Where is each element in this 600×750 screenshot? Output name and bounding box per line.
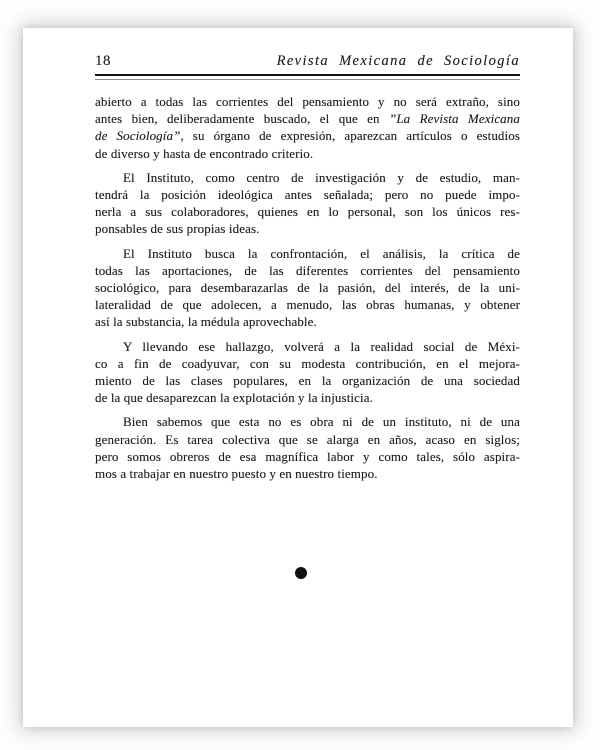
text-line <box>95 389 520 406</box>
text-line <box>95 313 520 330</box>
paragraph <box>95 169 520 238</box>
text-line <box>95 145 520 162</box>
text-line <box>95 431 520 448</box>
page-number: 18 <box>95 53 111 69</box>
paragraph <box>95 245 520 331</box>
end-mark-dot <box>295 567 307 579</box>
text-line <box>95 220 520 237</box>
text-segment: miento de las clases populares, en la organización de una sociedad <box>95 373 520 389</box>
text-segment: lateralidad de que adolecen, a menudo, las obras humanas, y obtener <box>95 297 520 313</box>
text-line <box>95 448 520 465</box>
italic-text-segment: ”La Revista Mexicana <box>389 111 520 127</box>
paragraph <box>95 413 520 482</box>
text-line <box>95 186 520 203</box>
text-segment: El Instituto busca la confrontación, el análisis, la crítica de <box>123 245 520 261</box>
text-segment: mos a trabajar en nuestro puesto y en nuestro tiempo. <box>95 466 378 482</box>
text-line <box>95 110 520 127</box>
text-segment: antes bien, deliberadamente buscado, el que en <box>95 111 389 127</box>
text-line <box>95 262 520 279</box>
text-line <box>95 169 520 186</box>
text-segment: El Instituto, como centro de investigación y de estudio, man- <box>123 169 520 185</box>
text-line <box>95 296 520 313</box>
text-segment: de la que desaparezcan la explotación y la injusticia. <box>95 390 373 406</box>
text-line <box>95 413 520 430</box>
text-segment: de diverso y hasta de encontrado criterio. <box>95 145 314 161</box>
journal-title: Revista Mexicana de Sociología <box>276 53 520 69</box>
text-segment: abierto a todas las corrientes del pensamiento y no será extraño, sino <box>95 94 520 109</box>
text-line <box>95 355 520 372</box>
page-header <box>95 53 520 70</box>
text-segment: sociológico, para desembarazarlas de la pasión, del interés, de la uni- <box>95 280 520 296</box>
text-segment: pero somos obreros de esa magnífica labor y como tales, sólo aspira- <box>95 448 520 464</box>
document-page <box>23 28 573 727</box>
text-segment: Bien sabemos que esta no es obra ni de un instituto, ni de una <box>123 414 520 430</box>
text-segment: ponsables de sus propias ideas. <box>95 221 260 237</box>
text-segment: , su órgano de expresión, aparezcan artículos o estudios <box>180 128 520 144</box>
text-segment: Y llevando ese hallazgo, volverá a la realidad social de Méxi- <box>123 338 520 354</box>
text-segment: todas las aportaciones, de las diferentes corrientes del pensamiento <box>95 262 520 278</box>
paragraph <box>95 338 520 407</box>
text-segment: así la substancia, la médula aprovechable. <box>95 314 317 330</box>
text-line <box>95 203 520 220</box>
text-line <box>95 127 520 144</box>
header-rule <box>95 74 520 80</box>
text-line <box>95 372 520 389</box>
text-line <box>95 93 520 110</box>
text-segment: nerla a sus colaboradores, quienes en lo personal, son los únicos res- <box>95 204 520 220</box>
text-segment: generación. Es tarea colectiva que se alarga en años, acaso en siglos; <box>95 431 520 447</box>
text-segment: co a fin de coadyuvar, con su modesta contribución, en el mejora- <box>95 355 520 371</box>
text-block <box>95 93 520 489</box>
text-segment: tendrá la posición ideológica antes señalada; pero no puede impo- <box>95 187 520 203</box>
text-line <box>95 279 520 296</box>
text-line <box>95 245 520 262</box>
paragraph <box>95 93 520 162</box>
italic-text-segment: de Sociología” <box>95 128 181 144</box>
text-line <box>95 465 520 482</box>
text-line <box>95 338 520 355</box>
